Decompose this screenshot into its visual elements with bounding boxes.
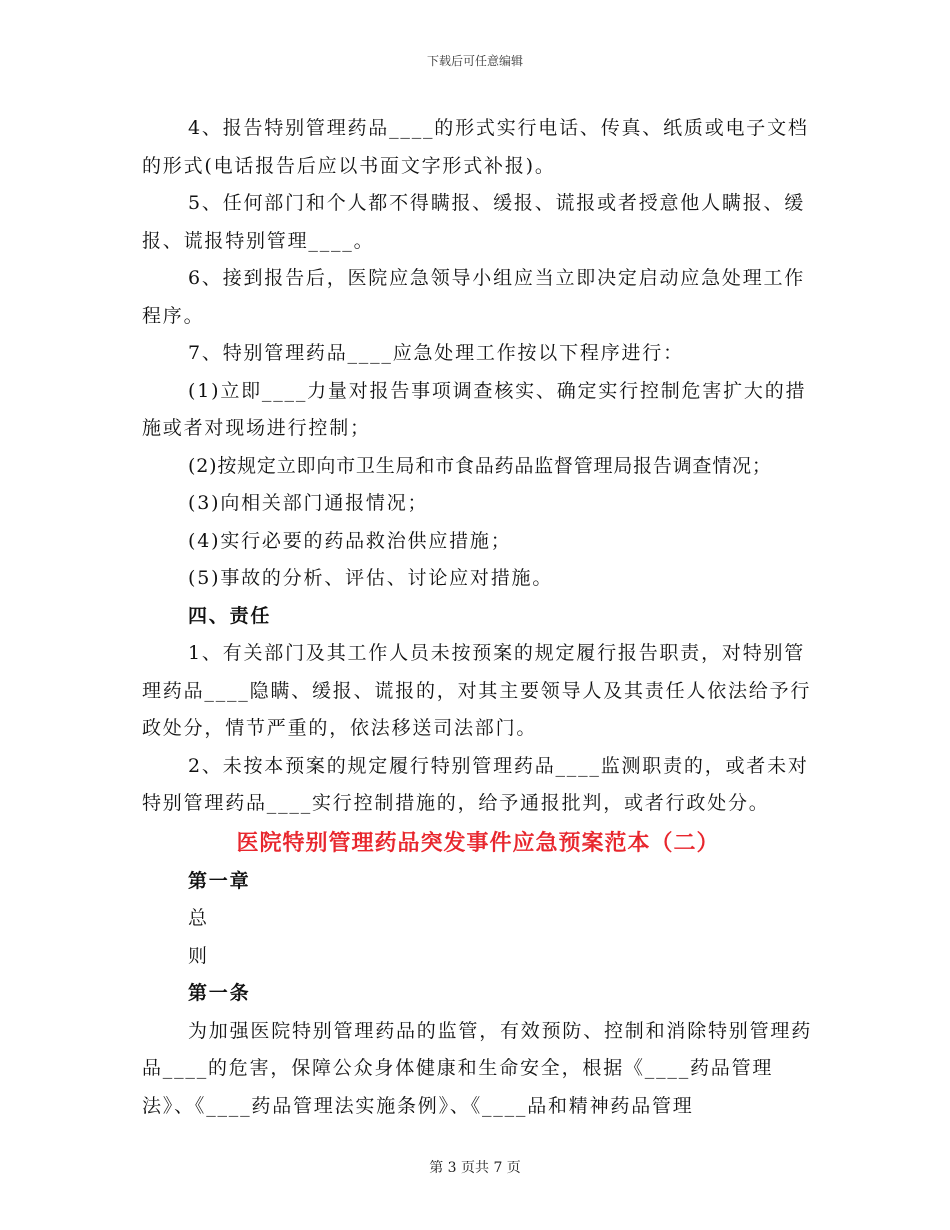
paragraph-4: 4、报告特别管理药品____的形式实行电话、传真、纸质或电子文档的形式(电话报告后应以书面文字形式补报)。 xyxy=(142,117,809,177)
section-heading-responsibility: 四、责任 xyxy=(188,604,272,627)
chapter-title-line-2: 则 xyxy=(188,944,209,967)
procedure-step-4: (4)实行必要的药品救治供应措施； xyxy=(188,529,512,552)
paragraph-7: 7、特别管理药品____应急处理工作按以下程序进行： xyxy=(188,342,684,364)
procedure-step-2: (2)按规定立即向市卫生局和市食品药品监督管理局报告调查情况； xyxy=(188,454,772,477)
paragraph-6: 6、接到报告后，医院应急领导小组应当立即决定启动应急处理工作程序。 xyxy=(142,267,806,327)
chapter-heading: 第一章 xyxy=(188,869,251,892)
article-text: 为加强医院特别管理药品的监管，有效预防、控制和消除特别管理药品____的危害，保障公众身体健康和生命安全，根据《____药品管理法》、《____药品管理法实施条例》、《____品和精神药品管理 xyxy=(142,1019,813,1117)
chapter-title-line-1: 总 xyxy=(188,907,209,929)
page-header: 下载后可任意编辑 xyxy=(426,54,523,68)
procedure-step-3: (3)向相关部门通报情况； xyxy=(188,492,429,514)
document-body xyxy=(142,110,814,1125)
responsibility-1: 1、有关部门及其工作人员未按预案的规定履行报告职责，对特别管理药品____隐瞒、缓报、谎报的，对其主要领导人及其责任人依法给予行政处分，情节严重的，依法移送司法部门。 xyxy=(142,642,812,739)
procedure-step-1: (1)立即____力量对报告事项调查核实、确定实行控制危害扩大的措施或者对现场进行控制； xyxy=(142,379,807,439)
document-title-part-2: 医院特别管理药品突发事件应急预案范本（二） xyxy=(236,829,720,856)
page-footer: 第 3 页共 7 页 xyxy=(429,1160,521,1176)
responsibility-2: 2、未按本预案的规定履行特别管理药品____监测职责的，或者未对特别管理药品____实行控制措施的，给予通报批判，或者行政处分。 xyxy=(142,754,809,814)
article-heading: 第一条 xyxy=(188,982,251,1004)
procedure-step-5: (5)事故的分析、评估、讨论应对措施。 xyxy=(188,567,554,589)
paragraph-5: 5、任何部门和个人都不得瞒报、缓报、谎报或者授意他人瞒报、缓报、谎报特别管理____。 xyxy=(142,192,806,252)
